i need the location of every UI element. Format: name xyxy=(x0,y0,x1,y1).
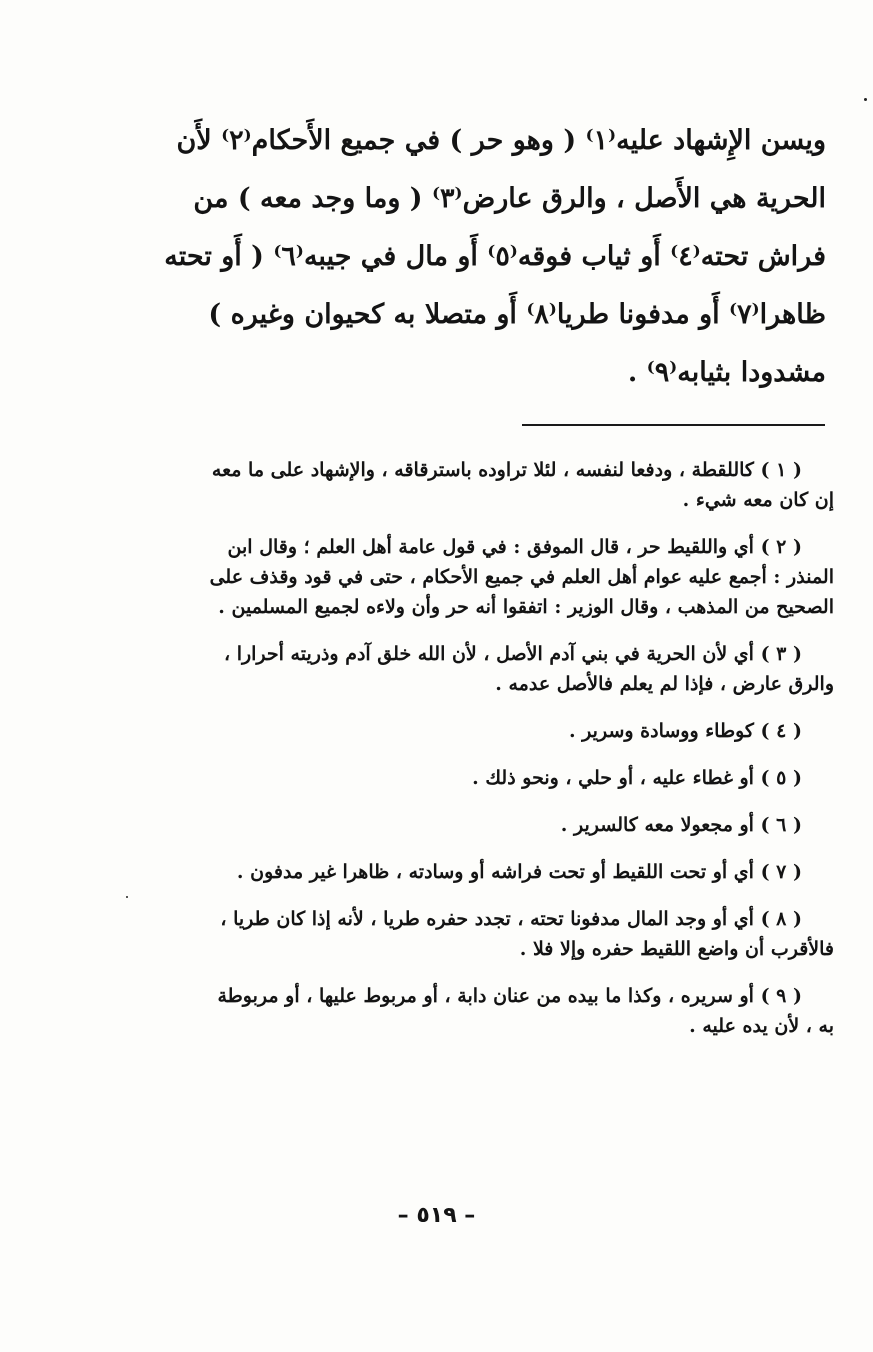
footnote-7 xyxy=(108,857,834,887)
footnote-4 xyxy=(108,716,834,746)
main-text-line: ويسن الإِشهاد عليه⁽١⁾ ( وهو حر ) في جميع الأَحكام⁽٢⁾ لأَن xyxy=(176,125,826,156)
main-text-line: الحرية هي الأَصل ، والرق عارض⁽٣⁾ ( وما وجد معه ) من xyxy=(193,183,826,214)
footnotes-block xyxy=(108,455,834,1058)
footnote-line: ( ٣ ) أي لأن الحرية في بني آدم الأصل ، لأن الله خلق آدم وذريته أحرارا ، xyxy=(223,643,802,665)
footnote-2 xyxy=(108,532,834,622)
footnote-5 xyxy=(108,763,834,793)
footnote-line: ( ٩ ) أو سريره ، وكذا ما بيده من عنان دابة ، أو مربوط عليها ، أو مربوطة xyxy=(217,985,802,1007)
footnote-line: الصحيح من المذهب ، وقال الوزير : اتفقوا أنه حر وأن ولاءه لجميع المسلمين . xyxy=(218,596,834,618)
scan-speck xyxy=(126,896,128,898)
footnote-line: به ، لأن يده عليه . xyxy=(689,1015,834,1037)
footnote-line: ( ٤ ) كوطاء ووسادة وسرير . xyxy=(568,720,802,742)
main-text-line: فراش تحته⁽٤⁾ أَو ثياب فوقه⁽٥⁾ أَو مال في جيبه⁽٦⁾ ( أَو تحته xyxy=(164,241,826,272)
footnote-line: ( ١ ) كاللقطة ، ودفعا لنفسه ، لئلا تراوده باسترقاقه ، والإشهاد على ما معه xyxy=(211,459,802,481)
main-text-line: ظاهرا⁽٧⁾ أَو مدفونا طريا⁽٨⁾ أَو متصلا به كحيوان وغيره ) xyxy=(208,299,826,330)
scan-speck xyxy=(864,98,867,101)
footnote-line: إن كان معه شيء . xyxy=(682,489,834,511)
footnote-9 xyxy=(108,981,834,1041)
footnote-1 xyxy=(108,455,834,515)
footnote-line: المنذر : أجمع عليه عوام أهل العلم في جميع الأحكام ، حتى في قود وقذف على xyxy=(209,566,834,588)
footnote-6 xyxy=(108,810,834,840)
footnote-line: فالأقرب أن واضع اللقيط حفره وإلا فلا . xyxy=(519,938,834,960)
main-text-line: مشدودا بثيابه⁽٩⁾ . xyxy=(627,357,826,388)
footnote-line: ( ٦ ) أو مجعولا معه كالسرير . xyxy=(560,814,802,836)
page-number: – ٥١٩ – xyxy=(397,1203,476,1228)
footnote-line: ( ٧ ) أي أو تحت اللقيط أو تحت فراشه أو وسادته ، ظاهرا غير مدفون . xyxy=(236,861,802,883)
footnote-line: ( ٢ ) أي واللقيط حر ، قال الموفق : في قول عامة أهل العلم ؛ وقال ابن xyxy=(227,536,802,558)
footnote-divider xyxy=(522,424,825,426)
footnote-line: والرق عارض ، فإذا لم يعلم فالأصل عدمه . xyxy=(495,673,834,695)
main-text-block xyxy=(108,112,826,402)
footnote-3 xyxy=(108,639,834,699)
footnote-line: ( ٥ ) أو غطاء عليه ، أو حلي ، ونحو ذلك . xyxy=(472,767,802,789)
footnote-line: ( ٨ ) أي أو وجد المال مدفونا تحته ، تجدد حفره طريا ، لأنه إذا كان طريا ، xyxy=(220,908,802,930)
footnote-8 xyxy=(108,904,834,964)
